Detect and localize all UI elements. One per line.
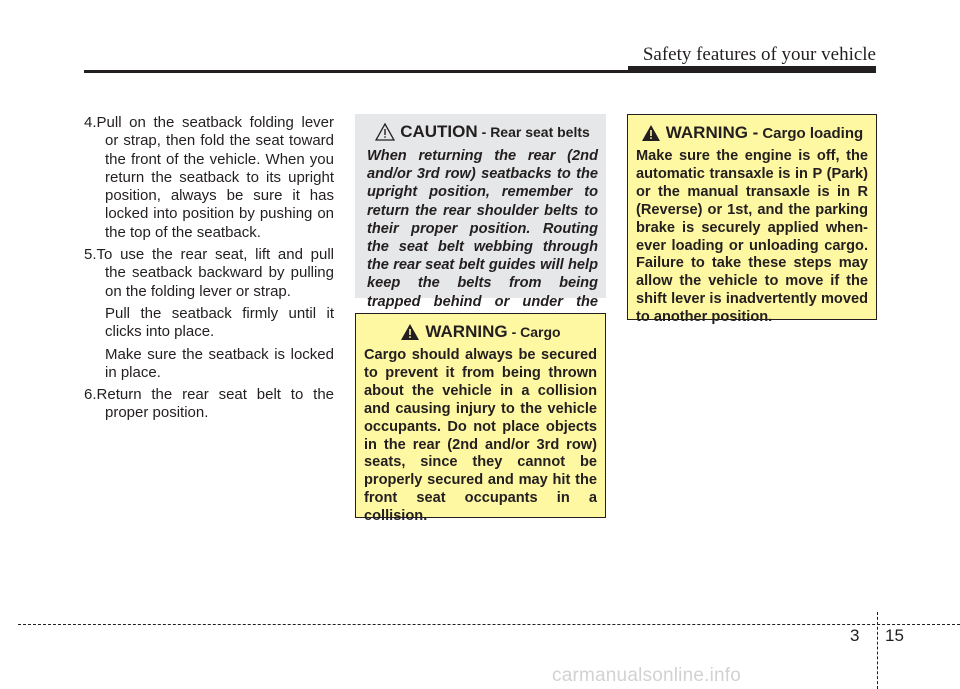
step-5	[84, 246, 334, 301]
step-text: Pull on the seatback folding lever or strap, then fold the seat toward the front of the vehicle. When you return the seatback to its upright position, always be sure it has locked into position by pushing on the top of the seatback.	[96, 114, 334, 241]
caution-heading	[367, 122, 598, 142]
caution-label: CAUTION	[400, 122, 478, 141]
caution-triangle-icon	[375, 123, 395, 141]
page-header-title: Safety features of your vehicle	[642, 44, 876, 65]
warning-loading-label: WARNING -	[665, 123, 759, 142]
warning-triangle-icon	[641, 124, 661, 142]
step-5-detail-1: Pull the seatback firmly until it clicks into place.	[105, 304, 334, 341]
footer-divider	[877, 612, 878, 689]
instruction-steps	[84, 114, 334, 423]
step-4	[84, 114, 334, 242]
footer-rule	[18, 624, 960, 625]
caution-text: When returning the rear (2nd and/or 3rd row) seatbacks to the upright position, remember to return the rear shoulder belts to their proper position. Routing the seat belt webbing through the rear seat belt guides will help keep the belts from being trapped behind or under the	[367, 148, 598, 310]
warning-cargo-label: WARNING	[425, 322, 508, 341]
page-number: 15	[885, 626, 904, 645]
warning-box-cargo-loading	[627, 114, 877, 326]
header-rule-accent	[628, 66, 876, 73]
warning-loading-heading	[636, 123, 868, 143]
warning-loading-text: Make sure the engine is off, the automatic transaxle is in P (Park) or the manual transaxle is in R (Reverse) or 1st, and the parking brake is securely applied when-ever loading or unloading cargo. Failure to take these steps may allow the vehicle to move if the shift lever is inadvertently moved to another position.	[636, 148, 868, 326]
warning-cargo-subtitle: - Cargo	[511, 324, 561, 340]
step-5-detail-2: Make sure the seatback is locked in place.	[105, 345, 334, 381]
step-number: 6.	[84, 386, 97, 404]
watermark: carmanualsonline.info	[552, 665, 742, 686]
warning-triangle-icon	[400, 323, 420, 341]
step-number: 4.	[84, 114, 97, 131]
step-text: To use the rear seat, lift and pull the seatback backward by pulling on the folding lever or strap.	[96, 246, 334, 300]
warning-loading-subtitle: Cargo loading	[762, 124, 864, 142]
chapter-number: 3	[850, 626, 860, 645]
step-number: 5.	[84, 246, 97, 264]
step-6	[84, 386, 334, 423]
warning-cargo-heading	[364, 322, 597, 342]
caution-box-rear-seat-belts	[355, 114, 606, 310]
warning-cargo-text: Cargo should always be secured to prevent it from being thrown about the vehicle in a collision and causing injury to the vehicle occupants. Do not place objects in the rear (2nd and/or 3rd row) seats, since they cannot be properly secured and may hit the front seat occupants in a collision.	[364, 347, 597, 525]
step-text: Return the rear seat belt to the proper position.	[96, 386, 334, 422]
caution-subtitle: - Rear seat belts	[481, 124, 590, 140]
warning-box-cargo	[355, 313, 606, 525]
